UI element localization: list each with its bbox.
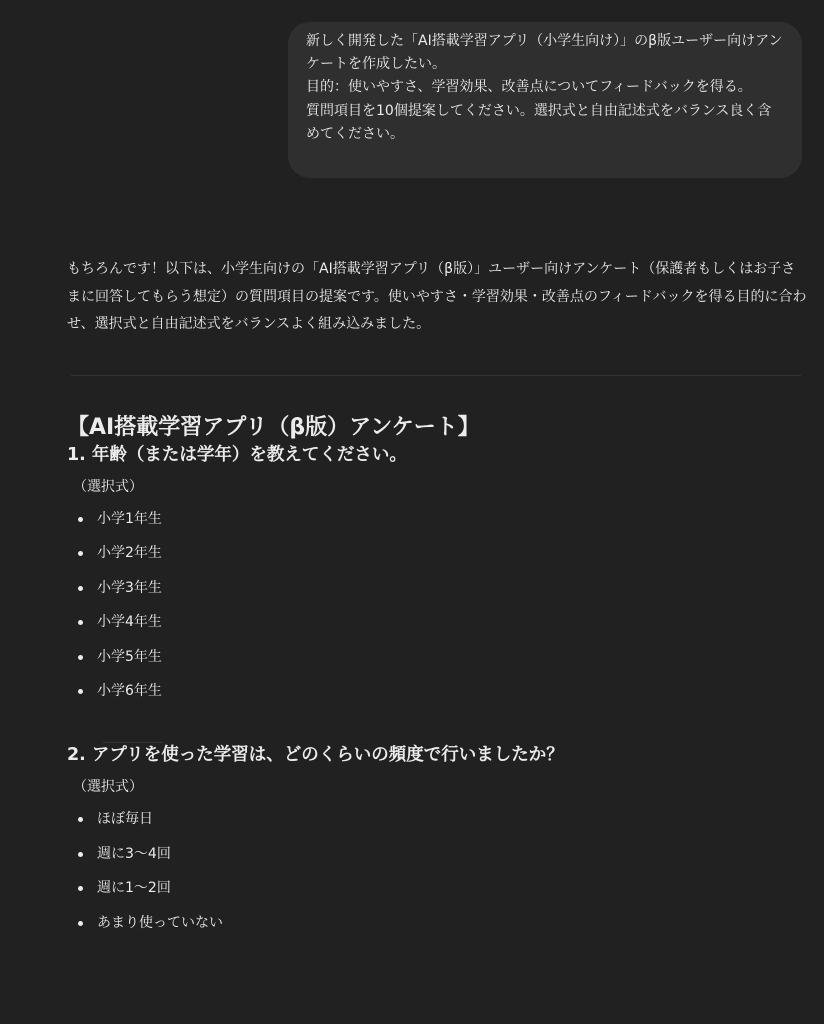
list-item: 小学3年生	[67, 576, 807, 611]
user-message-line: 目的：使いやすさ、学習効果、改善点についてフィードバックを得る。	[306, 79, 752, 96]
survey-title: 【AI搭載学習アプリ（β版）アンケート】	[67, 414, 480, 440]
list-item: 小学2年生	[67, 541, 807, 576]
list-item: 小学5年生	[67, 645, 807, 680]
question-1-type: （選択式）	[73, 478, 143, 495]
question-2-options	[67, 807, 807, 945]
list-item: 週に1〜2回	[67, 876, 807, 911]
user-message-line: 質問項目を10個提案してください。選択式と自由記述式をバランス良く含めてください。	[306, 102, 772, 142]
list-item: あまり使っていない	[67, 911, 807, 946]
question-2-type: （選択式）	[73, 779, 143, 796]
question-2-title: 2. アプリを使った学習は、どのくらいの頻度で行いましたか？	[67, 745, 564, 766]
question-1-title: 1. 年齢（または学年）を教えてください。	[67, 444, 407, 465]
assistant-message	[67, 256, 807, 945]
list-item: 小学6年生	[67, 679, 807, 714]
section-divider	[71, 375, 801, 376]
list-item: 小学4年生	[67, 610, 807, 645]
user-message-line: 新しく開発した「AI搭載学習アプリ（小学生向け）」のβ版ユーザー向けアンケートを作成したい。	[306, 33, 783, 73]
list-item: 週に3〜4回	[67, 842, 807, 877]
user-message-bubble	[288, 22, 802, 178]
assistant-intro: もちろんです！以下は、小学生向けの「AI搭載学習アプリ（β版）」ユーザー向けアンケート（保護者もしくはお子さまに回答してもらう想定）の質問項目の提案です。使いやすさ・学習効果・改善点のフィードバックを得る目的に合わせ、選択式と自由記述式をバランスよく組み込みました。	[67, 261, 807, 332]
list-item: ほぼ毎日	[67, 807, 807, 842]
list-item: 小学1年生	[67, 507, 807, 542]
question-1-options	[67, 507, 807, 715]
